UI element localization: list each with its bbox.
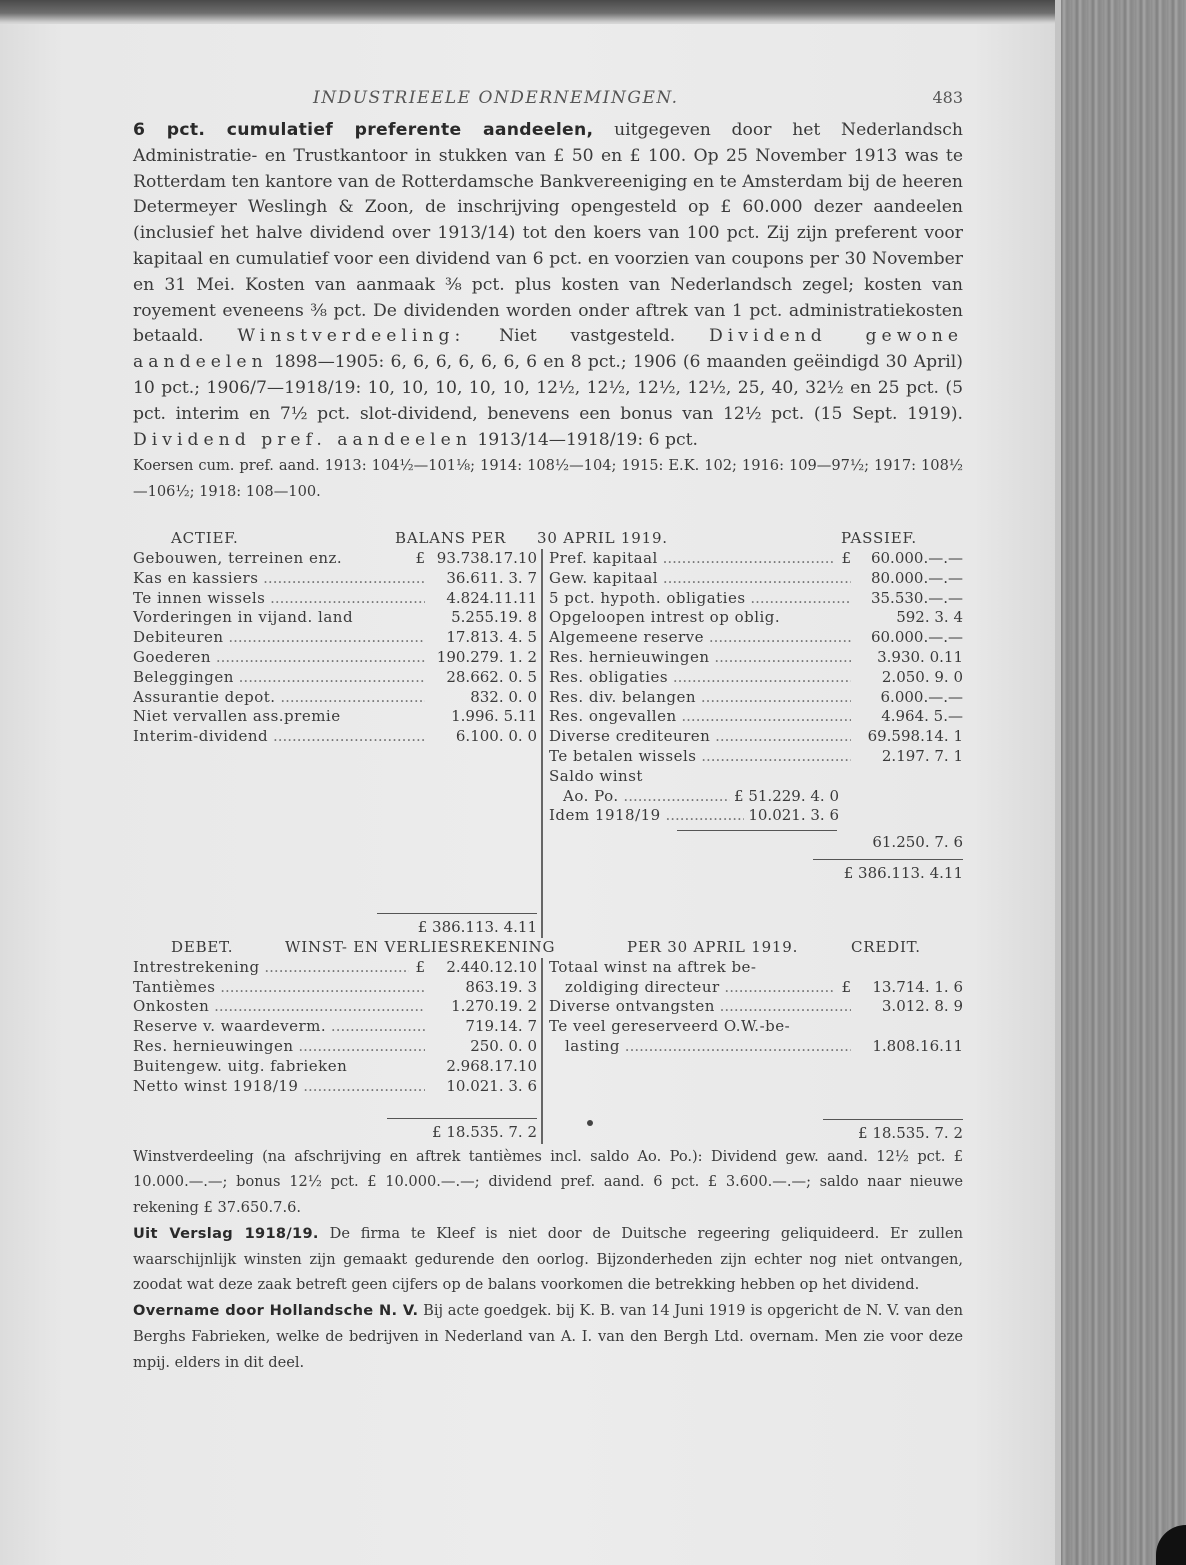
- balance-sheet-header: [133, 529, 963, 549]
- ledger-row: [133, 727, 537, 747]
- page-content: [133, 88, 963, 1376]
- ledger-row-label: Interim-dividend .....: [133, 727, 425, 747]
- ledger-row-amount: 1.270.19. 2: [451, 997, 537, 1016]
- winstverdeeling-value: Niet vastgesteld.: [465, 326, 709, 347]
- div-pref-label: Dividend pref. aandeelen: [133, 429, 472, 450]
- ledger-row: [133, 688, 537, 708]
- ledger-row-amount: 863.19. 3: [465, 977, 537, 996]
- winstverdeeling-label: Winstverdeeling:: [237, 326, 466, 347]
- ledger-row-label: Te veel gereserveerd O.W.-be-: [549, 1017, 791, 1036]
- ledger-row: [549, 747, 963, 767]
- debet-rows: [133, 958, 537, 1097]
- profit-loss-columns: [133, 958, 963, 1144]
- ledger-row-label: 5 pct. hypoth. obligaties .....: [549, 589, 851, 609]
- ledger-row-amount: 592. 3. 4: [896, 608, 963, 627]
- profit-loss-header: [133, 938, 963, 958]
- ledger-row-label: Intrestrekening .....: [133, 958, 409, 978]
- ledger-row: [133, 608, 537, 628]
- ledger-row-label: Reserve v. waardeverm. .....: [133, 1017, 425, 1037]
- ledger-row-label: Netto winst 1918/19 .....: [133, 1077, 425, 1097]
- ledger-row: [549, 648, 963, 668]
- currency-symbol: £: [841, 977, 851, 996]
- column-divider: [541, 958, 543, 1144]
- debet-heading: DEBET.: [171, 937, 234, 956]
- saldo-subtotal: 61.250. 7. 6: [872, 833, 963, 852]
- passief-total: £ 386.113. 4.11: [843, 863, 963, 882]
- ledger-row: [133, 978, 537, 998]
- balance-title-right: 30 APRIL 1919.: [537, 528, 668, 547]
- ledger-row: [549, 668, 963, 688]
- ledger-row: [133, 628, 537, 648]
- saldo-ao-po-amount: £ 51.229. 4. 0: [734, 786, 839, 805]
- ledger-row-amount: 80.000.—.—: [870, 568, 963, 587]
- ledger-row: [549, 707, 963, 727]
- ledger-row: [549, 589, 963, 609]
- ledger-row-label: Beleggingen .....: [133, 668, 425, 688]
- ledger-row-label: Debiteuren .....: [133, 628, 425, 648]
- ledger-row: [549, 978, 963, 998]
- ledger-row: [133, 1077, 537, 1097]
- ledger-row-label: Pref. kapitaal .....: [549, 549, 835, 569]
- ledger-row-amount: 10.021. 3. 6: [446, 1076, 537, 1095]
- ledger-row: [549, 958, 963, 978]
- ledger-row-amount: 17.813. 4. 5: [446, 628, 537, 647]
- ledger-row-label: Res. hernieuwingen .....: [133, 1037, 425, 1057]
- ledger-row-amount: 3.930. 0.11: [877, 647, 963, 666]
- running-head: [133, 88, 963, 118]
- ledger-row-label: Onkosten .....: [133, 997, 425, 1017]
- ledger-row-label: Gebouwen, terreinen enz.: [133, 548, 343, 567]
- ledger-row-amount: 6.100. 0. 0: [455, 727, 537, 746]
- intro-text: uitgegeven door het Nederlandsch Administratie- en Trustkantoor in stukken van £ 50 en £ 100. Op 25 November 1913 was te Rotterdam ten kantore van de Rotterdamsche Bankvereeniging en te Amsterdam bij de heeren Determeyer Weslingh & Zoon, de inschrijving opengesteld op £ 60.000 dezer aandeelen (inclusief het halve dividend over 1913/14) tot den koers van 100 pct. Zij zijn preferent voor kapitaal en cumulatief voor een dividend van 6 pct. en voorzien van coupons per 30 November en 31 Mei. Kosten van aanmaak ⅜ pct. plus kosten van Nederlandsch zegel; kosten van royement eveneens ⅜ pct. De dividenden worden onder aftrek van 1 pct. administratiekosten betaald.: [133, 120, 963, 347]
- ledger-row-amount: 832. 0. 0: [470, 687, 537, 706]
- ledger-row: [133, 707, 537, 727]
- passief-rows: [549, 549, 963, 767]
- ledger-row-amount: 1.808.16.11: [872, 1036, 963, 1055]
- ledger-row: [549, 608, 963, 628]
- ledger-row-label: Goederen .....: [133, 648, 425, 668]
- ledger-row: [549, 549, 963, 569]
- ledger-row-label: Diverse ontvangsten .....: [549, 997, 851, 1017]
- ledger-row-amount: 4.824.11.11: [446, 588, 537, 607]
- ledger-row-label: Niet vervallen ass.premie: [133, 707, 341, 726]
- ledger-row-label: Res. div. belangen .....: [549, 688, 851, 708]
- ledger-row-label: Gew. kapitaal .....: [549, 569, 851, 589]
- ledger-row: [133, 549, 537, 569]
- ledger-row-label: Totaal winst na aftrek be-: [549, 957, 757, 976]
- ledger-row-label: Assurantie depot. .....: [133, 688, 425, 708]
- ledger-row-label: Te betalen wissels .....: [549, 747, 851, 767]
- ledger-row-amount: 719.14. 7: [465, 1017, 537, 1036]
- ledger-row: [133, 1037, 537, 1057]
- overname-paragraph: [133, 1298, 963, 1375]
- page-number: 483: [932, 88, 963, 107]
- ledger-row-label: Res. ongevallen .....: [549, 707, 851, 727]
- winstverdeeling-paragraph: Winstverdeeling (na afschrijving en aftrek tantièmes incl. saldo Ao. Po.): Dividend gew. aand. 12½ pct. £ 10.000.—.—; bonus 12½ pct. £ 10.000.—.—; dividend pref. aand. 6 pct. £ 3.600.—.—; saldo naar nieuwe rekening £ 37.650.7.6.: [133, 1147, 963, 1217]
- ledger-row: [133, 958, 537, 978]
- verslag-text: De firma te Kleef is niet door de Duitsche regeering geliquideerd. Er zullen waarschijnlijk winsten zijn gemaakt gedurende den oorlog. Bijzonderheden zijn echter nog niet ontvangen, zoodat wat deze zaak betreft geen cijfers op de balans voorkomen die betrekking hebben op het dividend.: [133, 1224, 963, 1294]
- actief-column: [133, 549, 537, 938]
- passief-column: [549, 549, 963, 938]
- ledger-row-amount: [851, 1017, 963, 1037]
- ledger-row-amount: 2.197. 7. 1: [881, 746, 963, 765]
- credit-total-rule: [823, 1119, 963, 1120]
- ledger-row-amount: 3.012. 8. 9: [881, 997, 963, 1016]
- ledger-row: [549, 688, 963, 708]
- currency-symbol: £: [415, 957, 425, 976]
- koersen-paragraph: Koersen cum. pref. aand. 1913: 104½—101⅛; 1914: 108½—104; 1915: E.K. 102; 1916: 109—97½; 1917: 108½—106½; 1918: 108—100.: [133, 457, 963, 501]
- ledger-row: [133, 1017, 537, 1037]
- ledger-row: [133, 569, 537, 589]
- div-gewone-label: Dividend gewone aandeelen: [133, 326, 963, 373]
- passief-heading: PASSIEF.: [841, 528, 917, 547]
- ledger-row: [133, 1057, 537, 1077]
- div-gewone-text: 1898—1905: 6, 6, 6, 6, 6, 6, 6 en 8 pct.; 1906 (6 maanden geëindigd 30 April) 10 pct.; 1906/7—1918/19: 10, 10, 10, 10, 10, 12½, 12½, 12½, 12½, 25, 40, 32½ en 25 pct. (5 pct. interim en 7½ pct. slot-dividend, benevens een bonus van 12½ pct. (15 Sept. 1919).: [133, 352, 963, 424]
- ledger-row-label: lasting .....: [549, 1037, 851, 1057]
- ledger-row-amount: 13.714. 1. 6: [872, 977, 963, 996]
- saldo-ao-po-label: Ao. Po. .....: [549, 787, 730, 807]
- ledger-row: [133, 668, 537, 688]
- ledger-row-amount: 93.738.17.10: [436, 548, 537, 567]
- debet-total: £ 18.535. 7. 2: [432, 1123, 537, 1142]
- credit-column: [549, 958, 963, 1144]
- ledger-row-label: Opgeloopen intrest op oblig.: [549, 608, 781, 627]
- ledger-row: [133, 648, 537, 668]
- ledger-row-label: Diverse crediteuren .....: [549, 727, 851, 747]
- ledger-row-label: Res. hernieuwingen .....: [549, 648, 851, 668]
- actief-heading: ACTIEF.: [171, 528, 239, 547]
- ledger-row: [133, 589, 537, 609]
- ledger-row-amount: 4.964. 5.—: [881, 707, 963, 726]
- ledger-row-amount: 6.000.—.—: [880, 687, 963, 706]
- page-top-shadow: [0, 0, 1060, 26]
- ledger-row-label: Res. obligaties .....: [549, 668, 851, 688]
- passief-total-rule: [813, 859, 963, 860]
- overname-text: Bij acte goedgek. bij K. B. van 14 Juni 1919 is opgericht de N. V. van den Berghs Fabrieken, welke de bedrijven in Nederland van A. I. van den Bergh Ltd. overnam. Men zie voor deze mpij. elders in dit deel.: [133, 1302, 963, 1371]
- running-head-title: INDUSTRIEELE ONDERNEMINGEN.: [313, 88, 679, 108]
- ledger-row-amount: 2.968.17.10: [446, 1056, 537, 1075]
- ledger-row-amount: 2.440.12.10: [446, 957, 537, 976]
- dark-corner: [1156, 1525, 1186, 1565]
- profit-loss-account: [133, 938, 963, 1144]
- saldo-winst-row: [549, 767, 963, 787]
- credit-total: £ 18.535. 7. 2: [858, 1123, 963, 1142]
- column-divider: [541, 549, 543, 938]
- verslag-heading: Uit Verslag 1918/19.: [133, 1224, 319, 1242]
- intro-lead-heading: 6 pct. cumulatief preferente aandeelen,: [133, 120, 594, 140]
- debet-total-rule: [387, 1118, 537, 1119]
- debet-column: [133, 958, 537, 1144]
- print-speck: [587, 1120, 593, 1126]
- ledger-row-amount: 60.000.—.—: [870, 628, 963, 647]
- ledger-row-amount: 2.050. 9. 0: [881, 667, 963, 686]
- saldo-idem-row: [549, 806, 839, 826]
- overname-heading: Overname door Hollandsche N. V.: [133, 1302, 419, 1320]
- balance-title-left: BALANS PER: [395, 528, 507, 547]
- ledger-row-amount: 5.255.19. 8: [451, 608, 537, 627]
- div-pref-text: 1913/14—1918/19: 6 pct.: [471, 429, 699, 450]
- balance-sheet: [133, 529, 963, 938]
- saldo-ao-po-row: [549, 787, 839, 807]
- ledger-row-label: Te innen wissels .....: [133, 589, 425, 609]
- credit-heading: CREDIT.: [851, 937, 921, 956]
- book-page-edges: [1055, 0, 1186, 1565]
- profit-loss-title-right: PER 30 APRIL 1919.: [627, 937, 799, 956]
- ledger-row-label: Buitengew. uitg. fabrieken: [133, 1056, 348, 1075]
- saldo-winst-label: Saldo winst: [549, 766, 643, 785]
- ledger-row-amount: [851, 958, 963, 978]
- credit-rows: [549, 958, 963, 1057]
- ledger-row: [549, 628, 963, 648]
- ledger-row: [549, 1017, 963, 1037]
- intro-paragraph: [133, 118, 963, 453]
- currency-symbol: £: [841, 548, 851, 567]
- ledger-row: [549, 1037, 963, 1057]
- actief-total: £ 386.113. 4.11: [417, 917, 537, 936]
- actief-total-rule: [377, 913, 537, 914]
- ledger-row: [549, 727, 963, 747]
- ledger-row-amount: 69.598.14. 1: [867, 727, 963, 746]
- ledger-row-amount: 35.530.—.—: [870, 588, 963, 607]
- ledger-row-amount: 60.000.—.—: [870, 548, 963, 567]
- ledger-row-label: zoldiging directeur .....: [549, 978, 835, 998]
- ledger-row-label: Tantièmes .....: [133, 978, 425, 998]
- saldo-idem-label: Idem 1918/19 .....: [549, 806, 744, 826]
- ledger-row-amount: 250. 0. 0: [470, 1036, 537, 1055]
- ledger-row: [133, 997, 537, 1017]
- balance-columns: [133, 549, 963, 938]
- ledger-row-label: Vorderingen in vijand. land: [133, 608, 354, 627]
- ledger-row: [549, 997, 963, 1017]
- currency-symbol: £: [415, 548, 425, 567]
- ledger-row-label: Algemeene reserve .....: [549, 628, 851, 648]
- ledger-row-amount: 36.611. 3. 7: [446, 568, 537, 587]
- saldo-subtotal-rule: [677, 830, 837, 831]
- ledger-row: [549, 569, 963, 589]
- ledger-row-amount: 190.279. 1. 2: [436, 647, 537, 666]
- saldo-idem-amount: 10.021. 3. 6: [748, 806, 839, 825]
- profit-loss-title-left: WINST- EN VERLIESREKENING: [285, 937, 556, 956]
- ledger-row-amount: 1.996. 5.11: [451, 707, 537, 726]
- verslag-paragraph: [133, 1221, 963, 1298]
- ledger-row-label: Kas en kassiers .....: [133, 569, 425, 589]
- ledger-row-amount: 28.662. 0. 5: [446, 667, 537, 686]
